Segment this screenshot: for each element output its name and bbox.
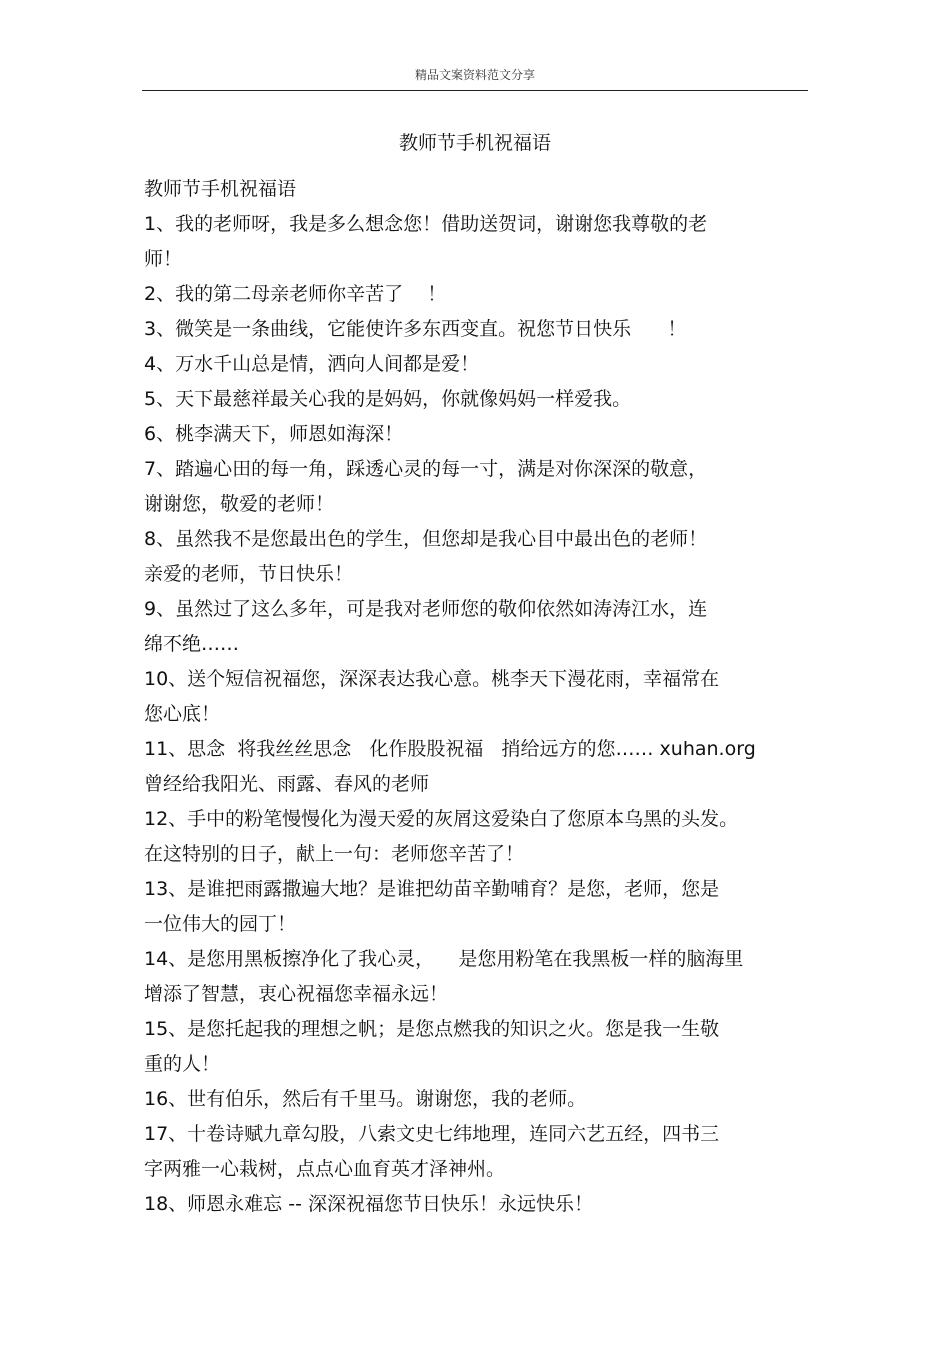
body-line: 16、世有伯乐，然后有千里马。谢谢您，我的老师。 <box>144 1088 587 1110</box>
body-line: 绵不绝…… <box>144 633 240 655</box>
body-line: 谢谢您，敬爱的老师！ <box>144 493 335 515</box>
body-line: 在这特别的日子，献上一句：老师您辛苦了！ <box>144 843 525 865</box>
body-line: 2、我的第二母亲老师你辛苦了 ！ <box>144 283 447 305</box>
body-line: 字两雅一心栽树，点点心血育英才泽神州。 <box>144 1158 506 1180</box>
page-header: 精品文案资料范文分享 <box>414 68 535 82</box>
body-line: 13、是谁把雨露撒遍大地？是谁把幼苗辛勤哺育？是您，老师，您是 <box>144 878 720 900</box>
header-divider <box>142 90 808 91</box>
body-line: 12、手中的粉笔慢慢化为漫天爱的灰屑这爱染白了您原本乌黑的头发。 <box>144 808 739 830</box>
body-line: 14、是您用黑板擦净化了我心灵， 是您用粉笔在我黑板一样的脑海里 <box>144 948 744 970</box>
document-body <box>144 172 806 1222</box>
body-line: 曾经给我阳光、雨露、春风的老师 <box>144 773 430 795</box>
body-line: 亲爱的老师，节日快乐！ <box>144 563 354 585</box>
document-title: 教师节手机祝福语 <box>398 132 551 154</box>
body-line: 8、虽然我不是您最出色的学生，但您却是我心目中最出色的老师！ <box>144 528 708 550</box>
body-line: 增添了智慧，衷心祝福您幸福永远！ <box>144 983 449 1005</box>
body-line: 教师节手机祝福语 <box>144 178 297 200</box>
body-line: 4、万水千山总是情，洒向人间都是爱！ <box>144 353 480 375</box>
body-line: 7、踏遍心田的每一角，踩透心灵的每一寸，满是对你深深的敬意， <box>144 458 708 480</box>
body-line: 3、微笑是一条曲线，它能使许多东西变直。祝您节日快乐 ！ <box>144 318 687 340</box>
body-line: 重的人！ <box>144 1053 221 1075</box>
body-line: 5、天下最慈祥最关心我的是妈妈，你就像妈妈一样爱我。 <box>144 388 632 410</box>
body-line: 9、虽然过了这么多年，可是我对老师您的敬仰依然如涛涛江水，连 <box>144 598 708 620</box>
body-line: 6、桃李满天下，师恩如海深！ <box>144 423 404 445</box>
body-line: 师！ <box>144 248 183 270</box>
body-line: 17、十卷诗赋九章勾股，八索文史七纬地理，连同六艺五经，四书三 <box>144 1123 720 1145</box>
body-line: 1、我的老师呀，我是多么想念您！借助送贺词，谢谢您我尊敬的老 <box>144 213 708 235</box>
body-line: 18、师恩永难忘 -- 深深祝福您节日快乐！永远快乐！ <box>144 1193 593 1215</box>
body-line: 您心底！ <box>144 703 221 725</box>
body-line: 11、思念 将我丝丝思念 化作股股祝福 捎给远方的您…… xuhan.org <box>144 738 756 760</box>
body-line: 一位伟大的园丁！ <box>144 913 297 935</box>
body-line: 15、是您托起我的理想之帆；是您点燃我的知识之火。您是我一生敬 <box>144 1018 720 1040</box>
body-line: 10、送个短信祝福您，深深表达我心意。桃李天下漫花雨，幸福常在 <box>144 668 720 690</box>
